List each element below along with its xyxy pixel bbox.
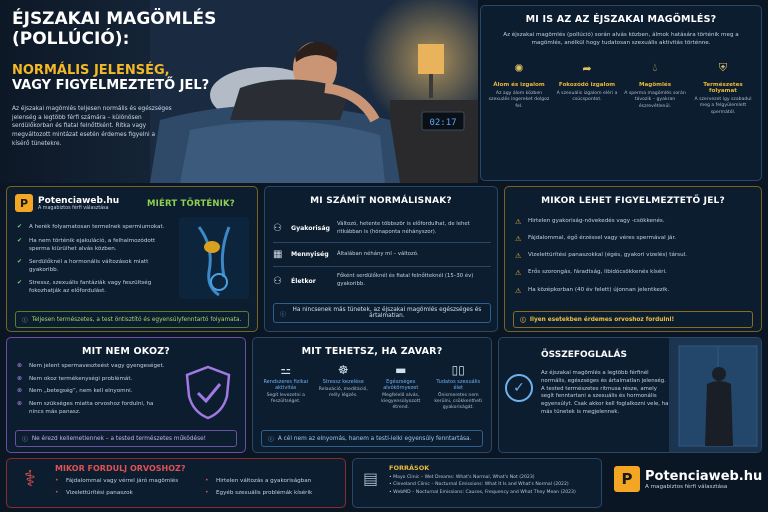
shield-check-icon: ⛨ bbox=[718, 61, 728, 75]
check-icon: ✔ bbox=[17, 257, 23, 265]
todo-items bbox=[253, 363, 491, 412]
logo-icon: P bbox=[15, 194, 33, 212]
check-icon: ✔ bbox=[17, 236, 23, 244]
todo-title: MIT TEHETSZ, HA ZAVAR? bbox=[301, 346, 443, 357]
x-circle-icon: ⊗ bbox=[17, 387, 23, 395]
list-item: ⊗ Nem okoz termékenységi problémát. bbox=[17, 374, 133, 382]
list-item: • Egyéb szexuális problémák kísérik bbox=[205, 488, 313, 496]
warning-card bbox=[504, 186, 762, 332]
bed-icon: ▬ bbox=[395, 363, 407, 377]
why-banner: ⓘ Teljesen természetes, a test öntisztító és egyensúlyfenntartó folyamata. bbox=[15, 311, 249, 328]
list-item: • Fájdalommal vagy vérrel járó magömlés bbox=[55, 477, 179, 484]
info-icon: ⓘ bbox=[22, 318, 28, 324]
normal-title: MI SZÁMÍT NORMÁLISNAK? bbox=[310, 196, 452, 206]
doctor-list bbox=[55, 477, 345, 497]
sources-title: FORRÁSOK bbox=[389, 464, 430, 472]
what-is-title: MI IS AZ AZ ÉJSZAKAI MAGÖMLÉS? bbox=[525, 14, 717, 25]
list-item: ⊗ Nem szükséges miatta orvoshoz fordulni, ha nincs más panasz. bbox=[17, 400, 154, 416]
arrow-icon: ➦ bbox=[582, 61, 592, 75]
info-icon: ⓘ bbox=[22, 437, 28, 443]
not-cause-title: MIT NEM OKOZ? bbox=[81, 346, 171, 357]
list-item: ⊗ Nem jelent spermaveszteést vagy gyengeséget. bbox=[17, 362, 165, 369]
dumbbell-icon: ⚍ bbox=[280, 363, 292, 377]
info-icon: ⓘ bbox=[520, 318, 526, 324]
intro-text: Az éjszakai magömlés teljesen normális és egészséges jelenség a legtöbb férfi számára – különösen serdülőkorban és fiatal felnőttként. Ritka vagy megváltozott mintázat esetén érdemes figyelni a kísérő tünetekre. bbox=[12, 106, 172, 147]
person-icon: ⚇ bbox=[273, 223, 282, 234]
todo-banner: ⓘ A cél nem az elnyomás, hanem a testi-lelki egyensúly fenntartása. bbox=[261, 430, 483, 447]
check-icon: ✔ bbox=[17, 223, 23, 230]
sources-list bbox=[389, 474, 599, 496]
todo-item: ▯▯ Tudatos szexuális élet Önismeretes nem kerülni, csökkentheti gyakoriságát. bbox=[434, 363, 483, 411]
what-is-steps bbox=[481, 57, 761, 116]
window-man-illustration bbox=[669, 338, 762, 453]
alarm-clock-display: 02:17 bbox=[429, 118, 457, 128]
shield-check-icon bbox=[183, 364, 233, 420]
step-item: ✺ Álom és izgalom Az agy álom közben szexuális ingereket dolgoz fel. bbox=[488, 57, 550, 116]
step-item: ➦ Fokozódó izgalom A szexuális izgalom eléri a csúcspontot. bbox=[556, 57, 618, 116]
warning-icon: ⚠ bbox=[515, 252, 522, 261]
todo-item: ⚍ Rendszeres fizikai aktivitás Segít levezetni a feszültséget. bbox=[263, 363, 309, 405]
warning-list bbox=[515, 217, 755, 296]
warning-banner: ⓘ Ilyen esetekben érdemes orvoshoz fordulni! bbox=[513, 311, 753, 328]
step-item: 💧︎ Magömlés A sperma magömlés során távozik – gyakran észrevétlenül. bbox=[624, 57, 686, 116]
why-title: MIÉRT TÖRTÉNIK? bbox=[147, 199, 235, 209]
warning-icon: ⚠ bbox=[515, 218, 522, 226]
document-icon: ▤ bbox=[363, 469, 379, 488]
summary-text: Az éjszakai magömlés a legtöbb férfinél normális, egészséges és ártalmatlan jelenség. A tested természetes ritmusa része, amely segít fenntartani a szexuális és hormonális egyensúlyt. Csak akkor kell foglalkozni vele, ha más tünetek is megjelennek. bbox=[541, 370, 669, 416]
check-circle-icon: ✓ bbox=[505, 374, 533, 402]
book-icon: ▯▯ bbox=[451, 363, 465, 377]
why-list bbox=[17, 223, 177, 295]
list-item: ✔ A herék folyamatosan termelnek spermiumokat. bbox=[17, 223, 165, 230]
why-card bbox=[6, 186, 258, 332]
logo-icon: P bbox=[614, 466, 640, 492]
footer-logo[interactable]: P Potenciaweb.hu A magabiztos férfi választása bbox=[614, 466, 762, 492]
source-item: • WebMD – Nocturnal Emissions: Causes, Frequency and What They Mean (2023) bbox=[389, 489, 576, 495]
list-item: ⚠ Fájdalommal, égő érzéssel vagy véres spermával jár. bbox=[515, 235, 677, 244]
list-item: ⊗ Nem „betegség”, nem kell elnyomni. bbox=[17, 387, 133, 395]
doctor-title: MIKOR FORDULJ ORVOSHOZ? bbox=[55, 464, 186, 473]
meditation-icon: ☸ bbox=[337, 363, 349, 377]
list-item: ⚠ Hirtelen gyakoriság-növekedés vagy -csökkenés. bbox=[515, 218, 665, 226]
x-circle-icon: ⊗ bbox=[17, 374, 23, 382]
list-item: ⚠ Vizelettürítési panaszokkal (égés, gyakori vizelés) társul. bbox=[515, 252, 687, 261]
normal-table bbox=[273, 215, 491, 295]
list-item: • Vizelettürítési panaszok bbox=[55, 488, 133, 496]
summary-card bbox=[498, 337, 762, 453]
normal-card bbox=[264, 186, 498, 332]
what-is-card bbox=[480, 5, 762, 181]
warning-icon: ⚠ bbox=[515, 235, 522, 244]
summary-title: ÖSSZEFOGLALÁS bbox=[541, 350, 627, 360]
check-icon: ✔ bbox=[17, 279, 23, 287]
info-icon: ⓘ bbox=[268, 437, 274, 443]
page-title: ÉJSZAKAI MAGÖMLÉS (POLLÚCIÓ): bbox=[12, 9, 217, 49]
step-item: ⛨ Természetes folyamat A szervezet így szabadul meg a felgyülemlett spermától. bbox=[692, 57, 754, 116]
normal-banner: ⓘ Ha nincsenek más tünetek, az éjszakai magömlés egészséges és ártalmatlan. bbox=[273, 303, 491, 323]
table-row: ▦ Mennyiség Általában néhány ml – változó. bbox=[273, 243, 491, 267]
hero-panel bbox=[0, 0, 478, 183]
source-item: • Cleveland Clinic – Nocturnal Emissions: What It Is and What's Normal (2022) bbox=[389, 482, 569, 488]
person-icon: ⚇ bbox=[273, 275, 282, 287]
x-circle-icon: ⊗ bbox=[17, 362, 23, 369]
warning-title: MIKOR LEHET FIGYELMEZTETŐ JEL? bbox=[541, 196, 725, 206]
warning-icon: ⚠ bbox=[515, 269, 522, 278]
list-item: • Hirtelen változás a gyakoriságban bbox=[205, 477, 312, 484]
list-item: ✔ Ha nem történik ejakuláció, a felhalmozódott sperma kiürülhet alvás közben. bbox=[17, 236, 156, 252]
todo-item: ☸ Stressz kezelése Relaxáció, meditáció, mély légzés. bbox=[318, 363, 368, 399]
todo-card bbox=[252, 337, 492, 453]
brand-logo: P Potenciaweb.hu A magabiztos férfi választása bbox=[15, 194, 119, 212]
todo-item: ▬ Egészséges alvókörnyezet Megfelelő alvás, kiegyensúlyozott étrend. bbox=[381, 363, 421, 411]
what-is-desc: Az éjszakai magömlés (pollúció) során alvás közben, álmok hatására történik meg a magömlés, anélkül hogy tudatosan szexuális aktivitás történne. bbox=[503, 32, 739, 47]
not-cause-banner: ⓘ Ne érezd kellemetlennek – a tested természetes működése! bbox=[15, 430, 237, 447]
warning-icon: ⚠ bbox=[515, 286, 522, 295]
anatomy-illustration bbox=[179, 217, 249, 299]
calendar-icon: ▦ bbox=[273, 249, 283, 260]
sources-card bbox=[352, 458, 602, 508]
not-cause-list bbox=[17, 362, 167, 416]
table-row: ⚇ Gyakoriság Változó, hetente többször is előfordulhat, de lehet ritkábban is (hónaponta néhányszor). bbox=[273, 215, 491, 243]
doctor-card bbox=[6, 458, 346, 508]
drop-icon: 💧︎ bbox=[652, 61, 658, 75]
brain-icon: ✺ bbox=[514, 61, 524, 75]
x-circle-icon: ⊗ bbox=[17, 400, 23, 408]
list-item: ⚠ Ha középkorban (40 év felett) újonnan jelentkezik. bbox=[515, 286, 670, 295]
source-item: • Mayo Clinic – Wet Dreams: What's Normal, What's Not (2023) bbox=[389, 475, 535, 480]
page-subtitle: NORMÁLIS JELENSÉG, VAGY FIGYELMEZTETŐ JEL? bbox=[12, 63, 210, 93]
list-item: ✔ Stressz, szexuális fantáziák vagy feszültség fokozhatják az előfordulást. bbox=[17, 279, 152, 295]
list-item: ✔ Serdülőknél a hormonális változások miatt gyakoribb. bbox=[17, 257, 149, 274]
table-row: ⚇ Életkor Főként serdülőknél és fiatal felnőtteknél (15–30 év) gyakoribb. bbox=[273, 273, 474, 287]
doctor-icon: ⚕ bbox=[24, 467, 36, 492]
list-item: ⚠ Erős szorongás, fáradtság, libidócsökkenés kíséri. bbox=[515, 269, 667, 278]
not-cause-card bbox=[6, 337, 246, 453]
info-icon: ⓘ bbox=[280, 311, 286, 318]
